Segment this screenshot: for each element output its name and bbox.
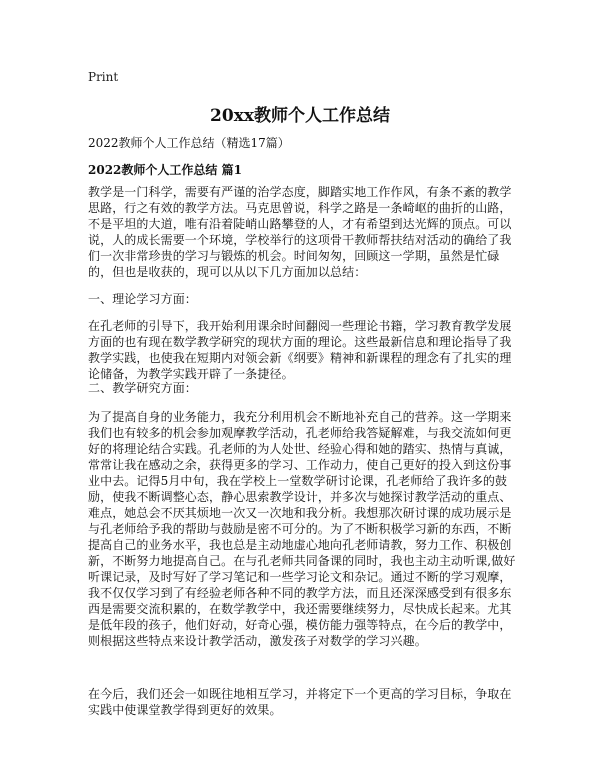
section-title: 2022教师个人工作总结 篇1 bbox=[88, 163, 242, 177]
document-subtitle: 2022教师个人工作总结（精选17篇） bbox=[88, 136, 290, 150]
paragraph-theory bbox=[88, 318, 520, 382]
print-label[interactable]: Print bbox=[88, 70, 119, 84]
paragraph-text: 教学是一门科学，需要有严谨的治学态度，脚踏实地工作作风，有条不紊的教学思路，行之有效的教学方法。马克思曾说，科学之路是一条崎岖的曲折的山路，不是平坦的大道，唯有沿着陡峭山路攀登的人，才有希望到达光辉的顶点。可以说，人的成长需要一个环境，学校举行的这项骨干教师帮扶结对活动的确给了我们一次非常珍贵的学习与锻炼的机会。时间匆匆，回顾这一学期，虽然是忙碌的，但也是收获的，现可以从以下几方面加以总结： bbox=[88, 185, 512, 279]
paragraph-text: 在孔老师的引导下，我开始利用课余时间翻阅一些理论书籍，学习教育教学发展方面的也有现在数学教学研究的现状方面的理论。这些最新信息和理论指导了我教学实践，也使我在短期内对领会新《纲要》精神和新课程的理念有了扎实的理论储备，为教学实践开辟了一条捷径。 bbox=[88, 319, 512, 381]
paragraph-research bbox=[88, 409, 520, 649]
paragraph-text: 在今后，我们还会一如既往地相互学习，并将定下一个更高的学习目标，争取在实践中使课堂教学得到更好的效果。 bbox=[88, 687, 512, 717]
heading-research bbox=[88, 380, 520, 396]
paragraph-closing bbox=[88, 686, 520, 718]
paragraph-text: 为了提高自身的业务能力，我充分利用机会不断地补充自己的营养。这一学期来我们也有较多的机会参加观摩教学活动，孔老师给我答疑解难，与我交流如何更好的将理论结合实践。孔老师的为人处世、经验心得和她的踏实、热情与真诚，常常让我在感动之余，获得更多的学习、工作动力，使自己更好的投入到这份事业中去。记得5月中旬，我在学校上一堂数学研讨论课，孔老师给了我许多的鼓励，使我不断调整心态，静心思索教学设计，并多次与她探讨教学活动的重点、难点，她总会不厌其烦地一次又一次地和我分析。我想那次研讨课的成功展示是与孔老师给予我的帮助与鼓励是密不可分的。为了不断积极学习新的东西，不断提高自己的业务水平，我也总是主动地虚心地向孔老师请教，努力工作、积极创新，不断努力地提高自己。在与孔老师共同备课的同时，我也主动主动听课,做好听课记录，及时写好了学习笔记和一些学习论文和杂记。通过不断的学习观摩，我不仅仅学习到了有经验老师各种不同的教学方法，而且还深深感受到有很多东西是需要交流积累的，在数学教学中，我还需要继续努力，尽快成长起来。尤其是低年段的孩子，他们好动，好奇心强，模仿能力强等特点，在今后的教学中，则根据这些特点来设计教学活动，激发孩子对数学的学习兴趣。 bbox=[88, 410, 516, 648]
heading-theory bbox=[88, 291, 520, 307]
subheading-text: 一、理论学习方面： bbox=[88, 292, 197, 306]
document-title: 20xx教师个人工作总结 bbox=[210, 106, 390, 126]
paragraph-intro bbox=[88, 184, 520, 280]
subheading-text: 二、教学研究方面： bbox=[88, 381, 197, 395]
